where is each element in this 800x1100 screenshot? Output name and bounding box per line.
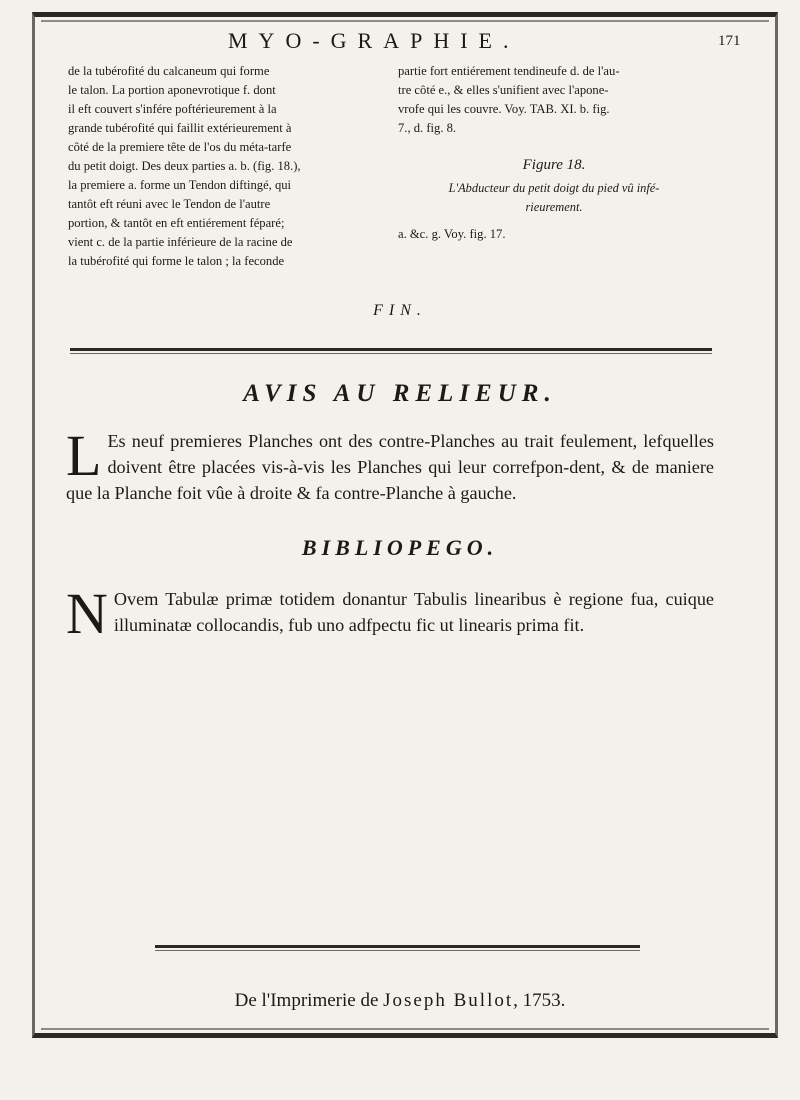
biblio-text: Ovem Tabulæ primæ totidem donantur Tabulis linearibus è regione fua, cuique illuminatæ collocandis, fub uno adfpectu fic ut linearis prima fit. [113, 589, 714, 635]
right-column [398, 62, 710, 244]
text-line: portion, & tantôt en eft entiérement féparé; [68, 216, 285, 230]
text-line: 7., d. fig. 8. [398, 121, 457, 135]
left-column [68, 62, 378, 271]
running-head: MYO-GRAPHIE. [228, 28, 520, 53]
fin-heading: FIN. [373, 302, 427, 319]
figure-title: Figure 18. [522, 157, 586, 173]
divider-rule [70, 348, 712, 351]
text-line: grande tubérofité qui faillit extérieurement à [68, 121, 292, 135]
biblio-heading: BIBLIOPEGO. [301, 535, 499, 560]
text-line: la tubérofité qui forme le talon ; la feconde [68, 254, 285, 268]
avis-heading: AVIS AU RELIEUR. [243, 380, 557, 407]
text-line: il eft couvert s'infére poftérieurement à la [68, 102, 277, 116]
divider-rule [70, 353, 712, 354]
figure-caption: rieurement. [525, 200, 583, 214]
text-line: de la tubérofité du calcaneum qui forme [68, 64, 270, 78]
text-line: vrofe qui les couvre. Voy. TAB. XI. b. fig. [398, 102, 610, 116]
text-line: côté de la premiere tête de l'os du méta-tarfe [68, 140, 292, 154]
text-line: partie fort entiérement tendineufe d. de l'au- [398, 64, 620, 78]
figure-reference: a. &c. g. Voy. fig. 17. [398, 227, 506, 241]
avis-paragraph [66, 423, 714, 506]
imprint-line [0, 990, 800, 1012]
drop-cap: L [66, 423, 102, 488]
text-line: tantôt eft réuni avec le Tendon de l'autre [68, 197, 271, 211]
imprint-prefix: De l'Imprimerie de [234, 990, 384, 1011]
imprint-suffix: , 1753. [513, 990, 566, 1011]
figure-caption: L'Abducteur du petit doigt du pied vû infé- [448, 181, 660, 195]
drop-cap: N [66, 581, 108, 646]
page-number: 171 [718, 33, 741, 49]
text-line: le talon. La portion aponevrotique f. dont [68, 83, 276, 97]
biblio-paragraph [66, 581, 714, 646]
text-line: tre côté e., & elles s'unifient avec l'apone- [398, 83, 609, 97]
printer-name: Joseph Bullot [383, 990, 514, 1011]
divider-rule [155, 950, 640, 951]
divider-rule [155, 945, 640, 948]
text-line: la premiere a. forme un Tendon diftingé, qui [68, 178, 292, 192]
avis-text: Es neuf premieres Planches ont des contre-Planches au trait feulement, lefquelles doivent être placées vis-à-vis les Planches qui leur correfpon-dent, & de maniere que la Planche foit vûe à droite & fa contre-Planche à gauche. [66, 431, 714, 503]
text-line: vient c. de la partie inférieure de la racine de [68, 235, 293, 249]
text-line: du petit doigt. Des deux parties a. b. (fig. 18.), [68, 159, 301, 173]
